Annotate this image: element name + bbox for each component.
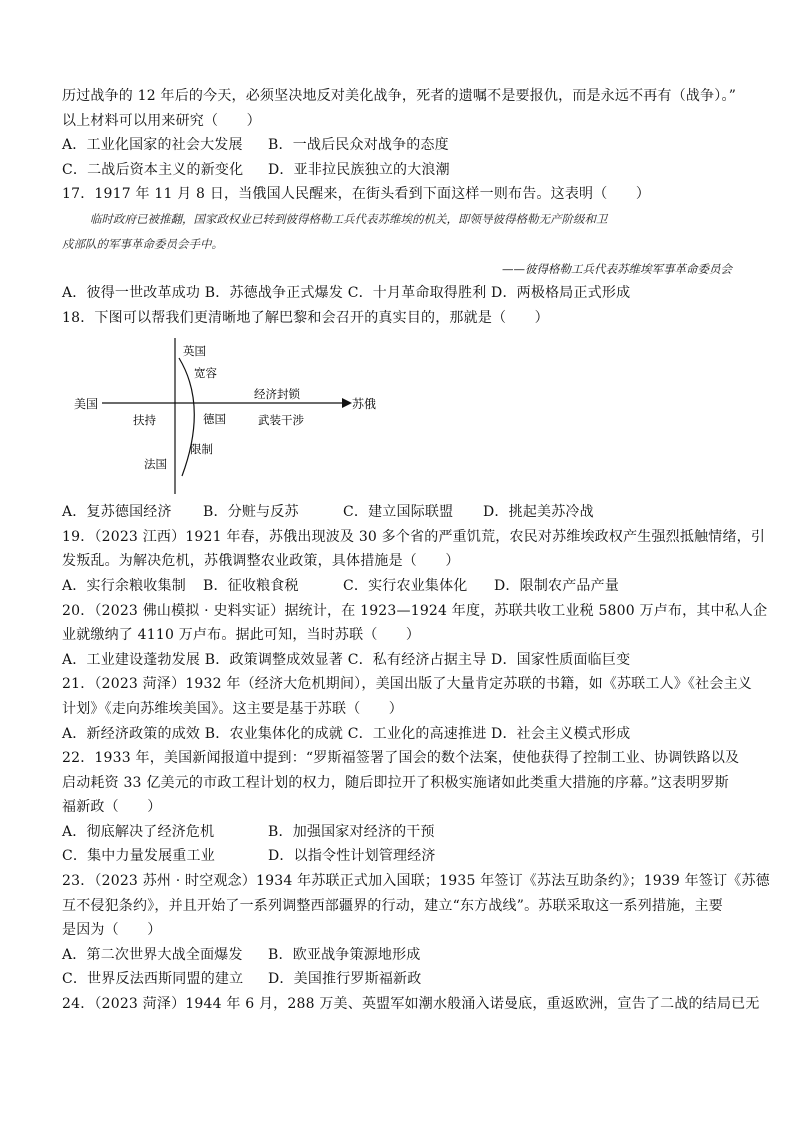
label-ussr: 苏俄	[352, 397, 377, 412]
q19-line-1: 19．（2023 江西）1921 年春，苏俄出现波及 30 多个省的严重饥荒，农民对苏维埃政权产生强烈抵触情绪，引	[62, 528, 766, 545]
q21-options[interactable]: A．新经济政策的成效 B．农业集体化的成就 C．工业化的高速推进 D．社会主义模式形成	[62, 725, 631, 742]
label-economic-blockade: 经济封锁	[254, 387, 300, 402]
q22-option-c[interactable]: C．集中力量发展重工业	[62, 848, 215, 865]
q22-line-2: 启动耗资 33 亿美元的市政工程计划的权力，随后即拉开了积极实施诸如此类重大措施的序幕。”这表明罗斯	[62, 774, 729, 791]
q19-option-c[interactable]: C．实行农业集体化	[343, 577, 468, 594]
q22-option-a[interactable]: A．彻底解决了经济危机	[62, 823, 215, 840]
label-germany: 德国	[203, 412, 226, 427]
arrow-right-icon	[342, 398, 352, 408]
q18-option-d[interactable]: D．挑起美苏冷战	[483, 504, 594, 521]
label-usa: 美国	[74, 397, 99, 412]
q16-line-1: 历过战争的 12 年后的今天，必须坚决地反对美化战争，死者的遗嘱不是要报仇，而是永远不再有（战争）。”	[62, 88, 737, 104]
q21-line-2: 计划》《走向苏维埃美国》。这主要是基于苏联（ ）	[62, 700, 403, 717]
q16-option-a[interactable]: A．工业化国家的社会大发展	[62, 137, 243, 154]
q16-option-c[interactable]: C．二战后资本主义的新变化	[62, 161, 244, 178]
q23-line-3: 是因为（ ）	[62, 922, 162, 939]
q18-diagram	[62, 336, 738, 496]
q16-option-b[interactable]: B．一战后民众对战争的态度	[268, 137, 449, 154]
q24-line-1: 24．（2023 菏泽）1944 年 6 月，288 万美、英盟军如潮水般涌入诺曼底，重返欧洲，宣告了二战的结局已无	[62, 996, 760, 1013]
q23-option-a[interactable]: A．第二次世界大战全面爆发	[62, 946, 243, 963]
q16-option-d[interactable]: D．亚非拉民族独立的大浪潮	[268, 161, 450, 178]
label-restrict: 限制	[190, 442, 213, 457]
paris-conference-diagram	[62, 336, 738, 496]
q18-options	[62, 500, 738, 525]
q23-options-row-1	[62, 943, 738, 968]
q19-option-b[interactable]: B．征收粮食税	[203, 577, 299, 594]
q16-options-row-1	[62, 133, 738, 158]
q16-options-row-2	[62, 158, 738, 183]
label-france: 法国	[144, 457, 167, 472]
q21-line-1: 21．（2023 菏泽）1932 年（经济大危机期间），美国出版了大量肯定苏联的书籍，如《苏联工人》《社会主义	[62, 676, 752, 693]
q22-option-d[interactable]: D．以指令性计划管理经济	[268, 848, 436, 865]
q17-notice-line-1: 临时政府已被推翻，国家政权业已转到彼得格勒工兵代表苏维埃的机关，即领导彼得格勒无产阶级和卫	[90, 211, 608, 226]
q18-option-c[interactable]: C．建立国际联盟	[343, 504, 454, 521]
q19-line-2: 发叛乱。为解决危机，苏俄调整农业政策，具体措施是（ ）	[62, 553, 460, 570]
q23-line-1: 23．（2023 苏州 · 时空观念）1934 年苏联正式加入国联；1935 年签订《苏法互助条约》；1939 年签订《苏德	[62, 873, 770, 890]
curve-line	[179, 358, 194, 476]
q23-option-c[interactable]: C．世界反法西斯同盟的建立	[62, 971, 244, 988]
q17-notice-signature: ——彼得格勒工兵代表苏维埃军事革命委员会	[502, 261, 732, 276]
q19-option-d[interactable]: D．限制农产品产量	[494, 577, 620, 594]
q22-options-row-1	[62, 820, 738, 845]
q20-options[interactable]: A．工业建设蓬勃发展 B．政策调整成效显著 C．私有经济占据主导 D．国家性质面临巨变	[62, 651, 631, 668]
q23-options-row-2	[62, 967, 738, 992]
q17-stem: 17．1917 年 11 月 8 日，当俄国人民醒来，在街头看到下面这样一则布告。这表明（ ）	[62, 186, 651, 203]
label-support: 扶持	[133, 413, 156, 428]
exam-page	[62, 84, 770, 1017]
q18-option-b[interactable]: B．分赃与反苏	[203, 504, 299, 521]
q23-option-d[interactable]: D．美国推行罗斯福新政	[268, 971, 422, 988]
q18-option-a[interactable]: A．复苏德国经济	[62, 504, 172, 521]
q22-options-row-2	[62, 844, 738, 869]
label-armed-intervention: 武装干涉	[258, 413, 304, 428]
q18-stem: 18．下图可以帮我们更清晰地了解巴黎和会召开的真实目的，那就是（ ）	[62, 309, 549, 326]
label-uk: 英国	[183, 344, 206, 359]
label-tolerance: 宽容	[194, 366, 217, 381]
q20-line-1: 20．（2023 佛山模拟 · 史料实证）据统计，在 1923—1924 年度，苏联共收工业税 5800 万卢布，其中私人企	[62, 602, 768, 619]
q17-options[interactable]: A．彼得一世改革成功 B．苏德战争正式爆发 C．十月革命取得胜利 D．两极格局正式形成	[62, 284, 631, 301]
q23-option-b[interactable]: B．欧亚战争策源地形成	[268, 946, 421, 963]
q16-line-2: 以上材料可以用来研究（ ）	[62, 112, 261, 129]
q19-option-a[interactable]: A．实行余粮收集制	[62, 577, 186, 594]
q23-line-2: 互不侵犯条约》，并且开始了一系列调整西部疆界的行动，建立“东方战线”。苏联采取这一系列措施，主要	[62, 897, 723, 914]
q19-options	[62, 574, 738, 599]
q17-notice-line-2: 戍部队的军事革命委员会手中。	[62, 236, 223, 251]
q20-line-2: 业就缴纳了 4110 万卢布。据此可知，当时苏联（ ）	[62, 627, 421, 644]
q22-option-b[interactable]: B．加强国家对经济的干预	[268, 823, 435, 840]
q22-line-3: 福新政（ ）	[62, 799, 162, 816]
q22-line-1: 22．1933 年，美国新闻报道中提到：“罗斯福签署了国会的数个法案，使他获得了控制工业、协调铁路以及	[62, 750, 740, 767]
